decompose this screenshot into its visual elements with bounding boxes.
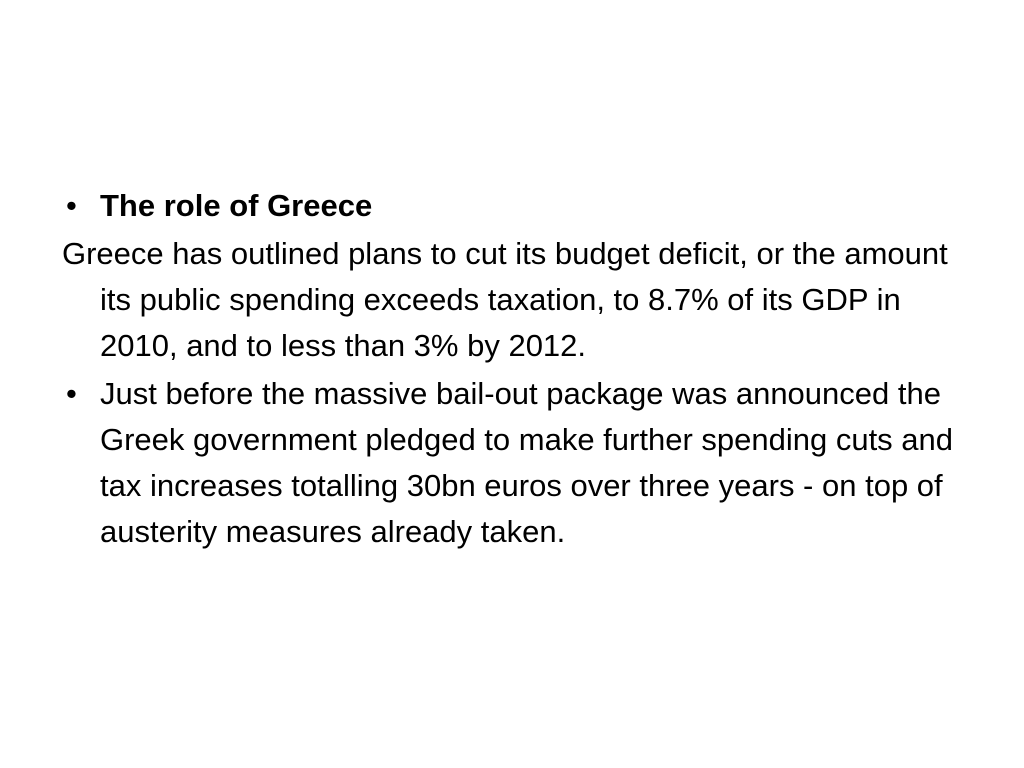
slide-body xyxy=(62,183,962,555)
bullet-heading-role-of-greece xyxy=(62,183,962,229)
bullet-text: Just before the massive bail-out package was announced the Greek government pledged to make further spending cuts and tax increases totalling 30bn euros over three years - on top of austerity measures already taken. xyxy=(100,376,954,549)
heading-text: The role of Greece xyxy=(100,188,373,223)
bullet-icon: • xyxy=(66,376,77,411)
paragraph-text: Greece has outlined plans to cut its budget deficit, or the amount its public spending exceeds taxation, to 8.7% of its GDP in 2010, and to less than 3% by 2012. xyxy=(62,236,948,363)
bullet-bail-out-package xyxy=(62,371,962,555)
bullet-icon: • xyxy=(66,188,77,223)
paragraph-budget-deficit xyxy=(62,231,962,369)
